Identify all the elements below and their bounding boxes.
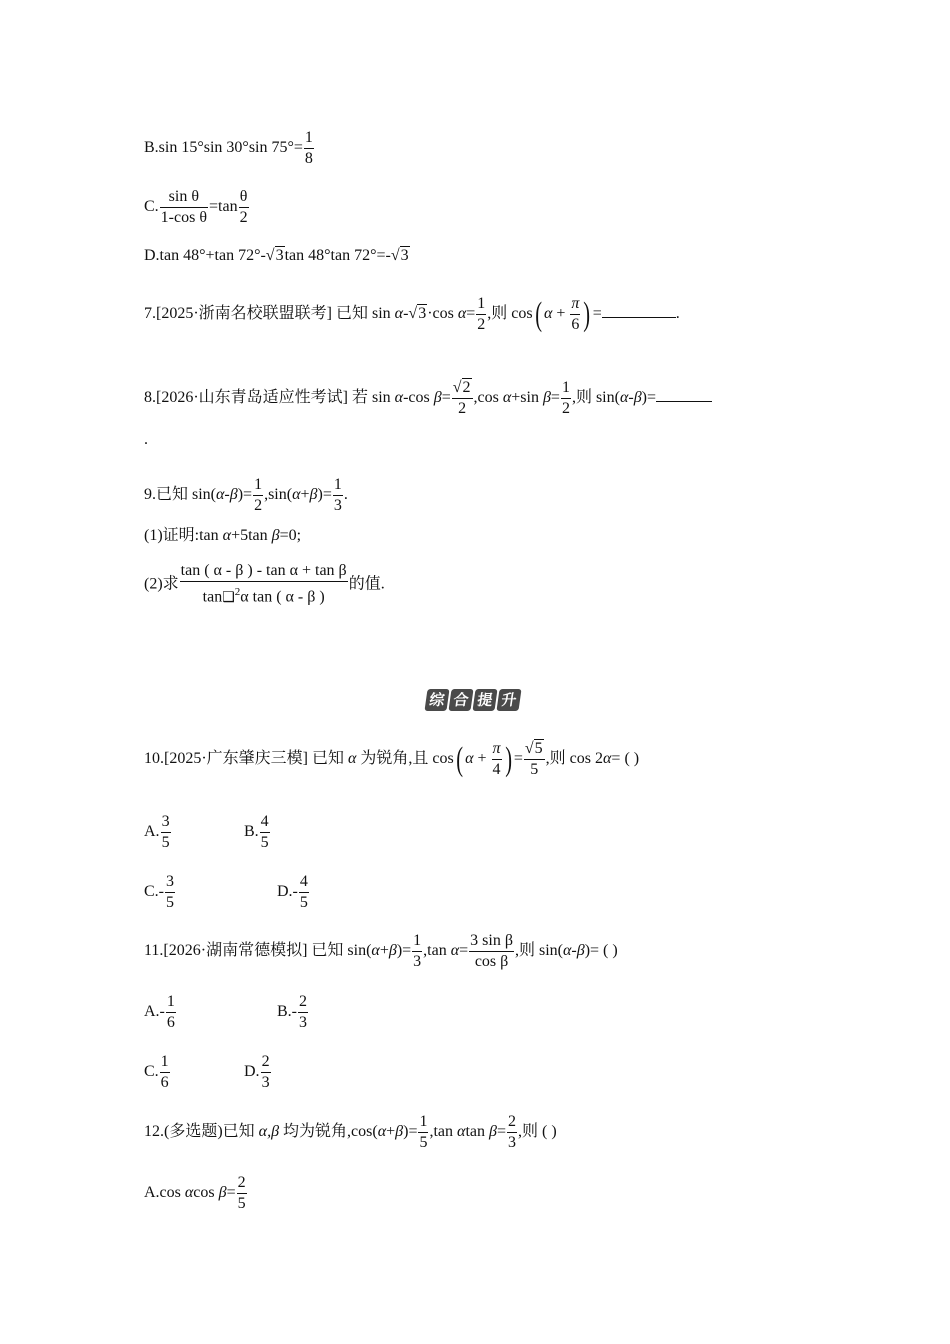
section-header: 综 合 提 升 xyxy=(426,689,520,711)
q10-options-row2 xyxy=(144,872,310,913)
question-11: 11.[2026·湖南常德模拟] 已知 sin(α+β)= $\frac{1}{3}$ ,tan α= $\frac{\text{3 sin β}}{\text{cos β}}$ ,则 sin(α-β)= ( ) xyxy=(144,932,618,970)
question-9-part-2: (2)求 $\frac{\text{tan ( α - β ) - tan α + tan β}}{\tan❑^2\alpha \tan ( \alpha - \beta )}$ 的值. xyxy=(144,561,385,608)
option-b[interactable]: B. $\frac{4}{5}$ xyxy=(244,813,269,851)
fraction: $\frac{\text{3 sin β}}{\text{cos β}}$ xyxy=(470,932,513,970)
q6-option-b xyxy=(144,128,315,169)
q12-option-a[interactable]: A.cos αcos β= $\frac{2}{5}$ xyxy=(144,1174,246,1212)
q6-option-d: D.tan 48°+tan 72°-√3tan 48°tan 72°=-√3 xyxy=(144,247,409,264)
option-text: B.sin 15°sin 30°sin 75°= xyxy=(144,139,303,157)
option-a[interactable]: A. $\frac{3}{5}$ xyxy=(144,813,170,851)
fraction: $\frac{\theta}{2}$ xyxy=(239,188,248,226)
option-a[interactable]: A.- $\frac{1}{6}$ xyxy=(144,993,175,1031)
fraction: $\frac{\pi}{6}$ xyxy=(571,295,580,333)
option-d[interactable]: D. $\frac{2}{3}$ xyxy=(244,1053,270,1091)
fraction: $\frac{2}{3}$ xyxy=(507,1113,516,1151)
fraction: $\frac{1}{8}$ xyxy=(304,129,313,167)
answer-blank[interactable] xyxy=(602,303,676,318)
q11-options-row1 xyxy=(144,992,309,1033)
fraction: $\frac{1}{3}$ xyxy=(333,476,342,514)
fraction: $\frac{1}{3}$ xyxy=(413,932,422,970)
fraction: $\frac{√5}{5}$ xyxy=(524,740,543,778)
question-9: 9.已知 sin(α-β)= $\frac{1}{2}$ ,sin(α+β)= $\frac{1}{3}$ . xyxy=(144,476,348,514)
option-b[interactable]: B.- $\frac{2}{3}$ xyxy=(277,993,307,1031)
question-12: 12.(多选题)已知 α,β 均为锐角,cos(α+β)= $\frac{1}{5}$ ,tan αtan β= $\frac{2}{3}$ ,则 ( ) xyxy=(144,1113,557,1151)
question-10: 10.[2025·广东肇庆三模] 已知 α 为锐角,且 cos( α + $\frac{\pi}{4}$ ) = $\frac{√5}{5}$ ,则 cos 2α= ( ) xyxy=(144,740,640,778)
q6-option-c: C. $\frac{\text{sin θ}}{\text{1-cos θ}}$ =tan $\frac{\theta}{2}$ xyxy=(144,188,248,226)
question-7: 7.[2025·浙南名校联盟联考] 已知 sin α-√3·cos α= $\frac{1}{2}$ ,则 cos( α + $\frac{\pi}{6}$ ) = . xyxy=(144,295,680,333)
option-d[interactable]: D.- $\frac{4}{5}$ xyxy=(277,873,308,911)
fraction: $\frac{\pi}{4}$ xyxy=(492,740,501,778)
question-9-part-1: (1)证明:tan α+5tan β=0; xyxy=(144,527,302,544)
q11-options-row2 xyxy=(144,1052,272,1093)
q10-options-row1 xyxy=(144,812,271,853)
answer-blank[interactable] xyxy=(656,387,712,402)
question-8: 8.[2026·山东青岛适应性考试] 若 sin α-cos β= $\frac{√2}{2}$ ,cos α+sin β= $\frac{1}{2}$ ,则 sin(α-β)= xyxy=(144,378,712,419)
fraction: $\frac{1}{2}$ xyxy=(561,379,570,417)
fraction: $\frac{1}{2}$ xyxy=(254,476,263,514)
sqrt: √3 xyxy=(408,305,427,323)
fraction: $\frac{1}{5}$ xyxy=(419,1113,428,1151)
fraction: $\frac{√2}{2}$ xyxy=(452,379,471,417)
option-c[interactable]: C. $\frac{1}{6}$ xyxy=(144,1053,169,1091)
fraction: $\frac{1}{2}$ xyxy=(477,295,486,333)
fraction: $\frac{\text{sin θ}}{\text{1-cos θ}}$ xyxy=(160,188,207,226)
option-c[interactable]: C.- $\frac{3}{5}$ xyxy=(144,873,174,911)
sqrt: √3 xyxy=(390,247,409,264)
fraction: $\frac{\text{tan ( α - β ) - tan α + tan β}}{\tan❑^2\alpha \tan ( \alpha - \beta )}$ xyxy=(180,562,347,606)
q8-period: . xyxy=(144,431,148,448)
sqrt: √3 xyxy=(265,247,284,264)
